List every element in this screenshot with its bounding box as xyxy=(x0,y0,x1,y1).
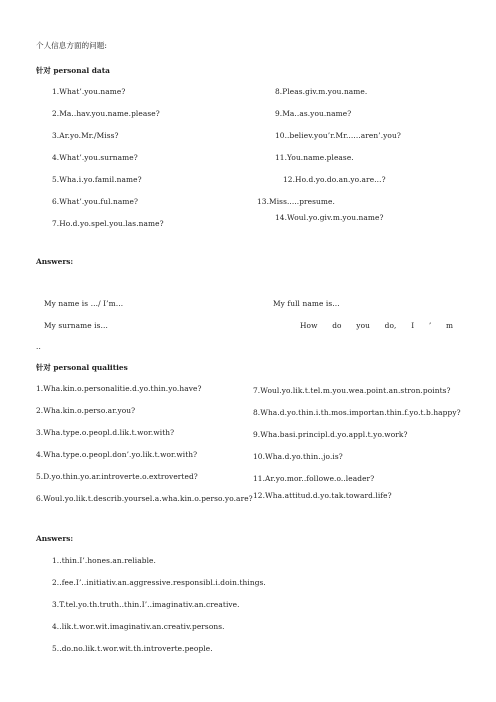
question-item: 5.Wha.i.yo.famil.name? xyxy=(52,175,142,184)
question-item: 3.Wha.type.o.peopl.d.lik.t.wor.with? xyxy=(36,428,175,437)
page-title: 个人信息方面的问题: xyxy=(36,41,107,50)
question-item: 8.Wha.d.yo.thin.i.th.mos.importan.thin.f.yo.t.b.happy? xyxy=(253,408,461,417)
answer-item: My surname is… xyxy=(44,321,109,330)
answer-item: How do you do, I ’ m xyxy=(300,321,454,330)
question-item: 7.Woul.yo.lik.t.tel.m.you.wea.point.an.stron.points? xyxy=(253,386,451,395)
section-heading-personal-qualities: 针对 personal qualities xyxy=(36,363,128,372)
question-item: 12.Wha.attitud.d.yo.tak.toward.life? xyxy=(253,491,392,500)
question-item: 4.Wha.type.o.peopl.don’.yo.lik.t.wor.with? xyxy=(36,450,198,459)
question-item: 6.Woul.yo.lik.t.describ.yoursel.a.wha.kin.o.perso.yo.are? xyxy=(36,494,253,503)
answers-label: Answers: xyxy=(36,257,74,266)
question-item: 3.Ar.yo.Mr./Miss? xyxy=(52,131,119,140)
trailing-marks: .. xyxy=(36,342,41,351)
question-item: 14.Woul.yo.giv.m.you.name? xyxy=(275,213,384,222)
answer-item: 4..lik.t.wor.wit.imaginativ.an.creativ.persons. xyxy=(52,622,225,631)
question-item: 2.Ma..hav.you.name.please? xyxy=(52,109,160,118)
question-item: 9.Ma..as.you.name? xyxy=(275,109,352,118)
answer-item: 3.T.tel.yo.th.truth..thin.I’..imaginativ.an.creative. xyxy=(52,600,240,609)
question-item: 12.Ho.d.yo.do.an.yo.are…? xyxy=(283,175,386,184)
question-item: 2.Wha.kin.o.perso.ar.you? xyxy=(36,406,136,415)
question-item: 10..believ.you’r.Mr.…..aren’.you? xyxy=(275,131,401,140)
answer-item: 1..thin.I’.hones.an.reliable. xyxy=(52,556,156,565)
section-heading-personal-data: 针对 personal data xyxy=(36,66,110,75)
answer-item: My name is …/ I’m… xyxy=(44,299,124,308)
question-item: 1.Wha.kin.o.personalitie.d.yo.thin.yo.have? xyxy=(36,384,202,393)
question-item: 5.D.yo.thin.yo.ar.introverte.o.extroverted? xyxy=(36,472,198,481)
question-item: 11.Ar.yo.mor..followe.o..leader? xyxy=(253,474,375,483)
question-item: 4.What’.you.surname? xyxy=(52,153,138,162)
question-item: 6.What’.you.ful.name? xyxy=(52,197,139,206)
question-item: 1.What’.you.name? xyxy=(52,87,126,96)
answer-item: My full name is… xyxy=(273,299,340,308)
answer-item: 5..do.no.lik.t.wor.wit.th.introverte.people. xyxy=(52,644,213,653)
question-item: 7.Ho.d.yo.spel.you.las.name? xyxy=(52,219,164,228)
question-item: 8.Pleas.giv.m.you.name. xyxy=(275,87,368,96)
question-item: 11.You.name.please. xyxy=(275,153,354,162)
question-item: 9.Wha.basi.principl.d.yo.appl.t.yo.work? xyxy=(253,430,408,439)
answer-item: 2..fee.I’..initiativ.an.aggressive.responsibl.i.doin.things. xyxy=(52,578,266,587)
answers-label: Answers: xyxy=(36,534,74,543)
question-item: 13.Miss.....presume. xyxy=(257,197,335,206)
question-item: 10.Wha.d.yo.thin..jo.is? xyxy=(253,452,343,461)
